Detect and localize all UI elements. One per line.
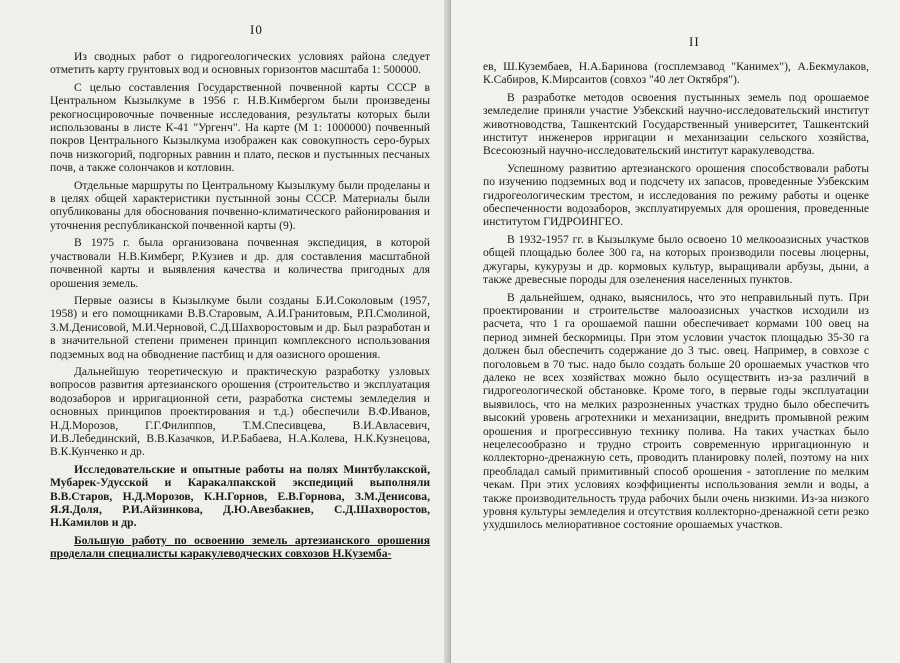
paragraph: Из сводных работ о гидрогеологических условиях района следует отметить карту грунтовых вод и основных горизонтов масштаба 1: 500000.	[50, 50, 430, 77]
paragraph: С целью составления Государственной почвенной карты СССР в Центральном Кызылкуме в 1956 г. Н.В.Кимбергом были произведены рекогносцировочные почвенные исследования, результаты которых были использованы в листе К-41 "Ургенч". На карте (М 1: 1000000) почвенный покров Центрального Кызылкума изображен как совокупность серо-бурых почв низкогорий, подгорных равнин и плато, песков и пустынных песчаных почв, а также солончаков и котловин.	[50, 80, 430, 175]
left-page-text	[50, 50, 430, 565]
paragraph: Первые оазисы в Кызылкуме были созданы Б.И.Соколовым (1957, 1958) и его помощниками В.В.Старовым, А.И.Гранитовым, Р.П.Смолиной, З.М.Денисовой, М.И.Черновой, С.Д.Шахворостовым и др. Был разработан и в значительной степени применен принцип комплексного использования подземных вод на обводнение пастбищ и для оазисного орошения.	[50, 293, 430, 361]
paragraph: Отдельные маршруты по Центральному Кызылкуму были проделаны и в целях общей характеристики пустынной зоны СССР. Материалы были опубликованы для обоснования почвенно-климатического районирования и уточнения республиканской почвенной карты (9).	[50, 178, 430, 232]
paragraph: Большую работу по освоению земель артезианского орошения проделали специалисты каракулеводческих совхозов Н.Куземба-	[50, 533, 430, 561]
paragraph: В 1932-1957 гг. в Кызылкуме было освоено 10 мелкооазисных участков общей площадью более 300 га, на которых производили посевы люцерны, джугары, кукурузы и др. кормовых культур, выращивали арбузы, дыни, а также древесные породы для озеленения населенных пунктов.	[483, 232, 869, 287]
paragraph: Исследовательские и опытные работы на полях Минтбулакской, Мубарек-Удусской и Каракалпакской экспедиций выполняли В.В.Старов, Н.Д.Морозов, К.Н.Горнов, Е.В.Горнова, З.М.Денисова, Я.Я.Доля, Р.И.Айзинкова, Д.Ю.Авезбакиев, С.Д.Шахворостов, Н.Камилов и др.	[50, 462, 430, 530]
left-page-number: I0	[250, 22, 263, 37]
paragraph: В дальнейшем, однако, выяснилось, что это неправильный путь. При проектировании и строительстве малооазисных участков исходили из расчета, что 1 га орошаемой пашни обеспечивает кормами 100 овец на период зимней бескормицы. При этом условии участок площадью 35-30 га должен был обеспечить содержание до 3 тыс. овец. Например, в совхозе с поголовьем в 70 тыс. надо было создать больше 20 орошаемых участков что далеко не всех хозяйствах можно было осуществить из-за различий в гидрогеологической обстановке. Кроме того, в первые годы эксплуатации выявилось, что на мелких разрозненных участках трудно было обеспечить высокий уровень агротехники и механизации, внедрить промывной режим орошения и прогрессивную технику полива. На таких участках было нецелесообразно и трудно строить современную ирригационную и коллекторно-дренажную сеть, проводить планировку полей, поэтому на них преобладал самый примитивный способ орошения - затопление по мелким чекам. При этих условиях коэффициенты использования земли и воды, а также производительность труда рабочих были очень низкими. Из-за низкого уровня культуры земледелия и отсутствия коллекторно-дренажной сети резко ухудшилось мелиоративное состояние орошаемых участков.	[483, 290, 869, 532]
paragraph: Успешному развитию артезианского орошения способствовали работы по изучению подземных вод и подсчету их запасов, проведенные Узбекским гидрогеологическим трестом, и исследования по режиму работы и оценке обеспеченности водозаборов, эксплуатируемых для орошения, проведенные институтом ГИДРОИНГЕО.	[483, 161, 869, 229]
paragraph: Дальнейшую теоретическую и практическую разработку узловых вопросов развития артезианского орошения (строительство и эксплуатация водозаборов и ирригационной сети, разработка системы земледелия и основных принципов проектирования и т.д.) обеспечили В.Ф.Иванов, Н.Д.Морозов, Г.Г.Филиппов, Т.М.Спесивцева, В.И.Авласевич, И.В.Лебединский, В.В.Казачков, И.Р.Бабаева, Н.А.Колева, Н.К.Кузнецова, В.К.Кунченко и др.	[50, 364, 430, 459]
paragraph: ев, Ш.Кузембаев, Н.А.Баринова (госплемзавод "Канимех"), А.Бекмулаков, К.Сабиров, К.Мирсаитов (совхоз "40 лет Октября").	[483, 60, 869, 87]
paragraph: В разработке методов освоения пустынных земель под орошаемое земледелие приняли участие Узбекский научно-исследовательский институт животноводства, Ташкентский Государственный университет, Ташкентский институт инженеров ирригации и механизации сельского хозяйства, Всесоюзный научно-исследовательский институт каракулеводства.	[483, 90, 869, 158]
right-page-number: II	[689, 34, 700, 49]
right-page	[451, 0, 900, 663]
paragraph: В 1975 г. была организована почвенная экспедиция, в которой участвовали Н.В.Кимберг, Р.Кузиев и др. для составления масштабной почвенной карты и выявления качества и количества пригодных для орошения земель.	[50, 236, 430, 290]
left-page	[0, 0, 449, 663]
right-page-text	[483, 60, 869, 536]
